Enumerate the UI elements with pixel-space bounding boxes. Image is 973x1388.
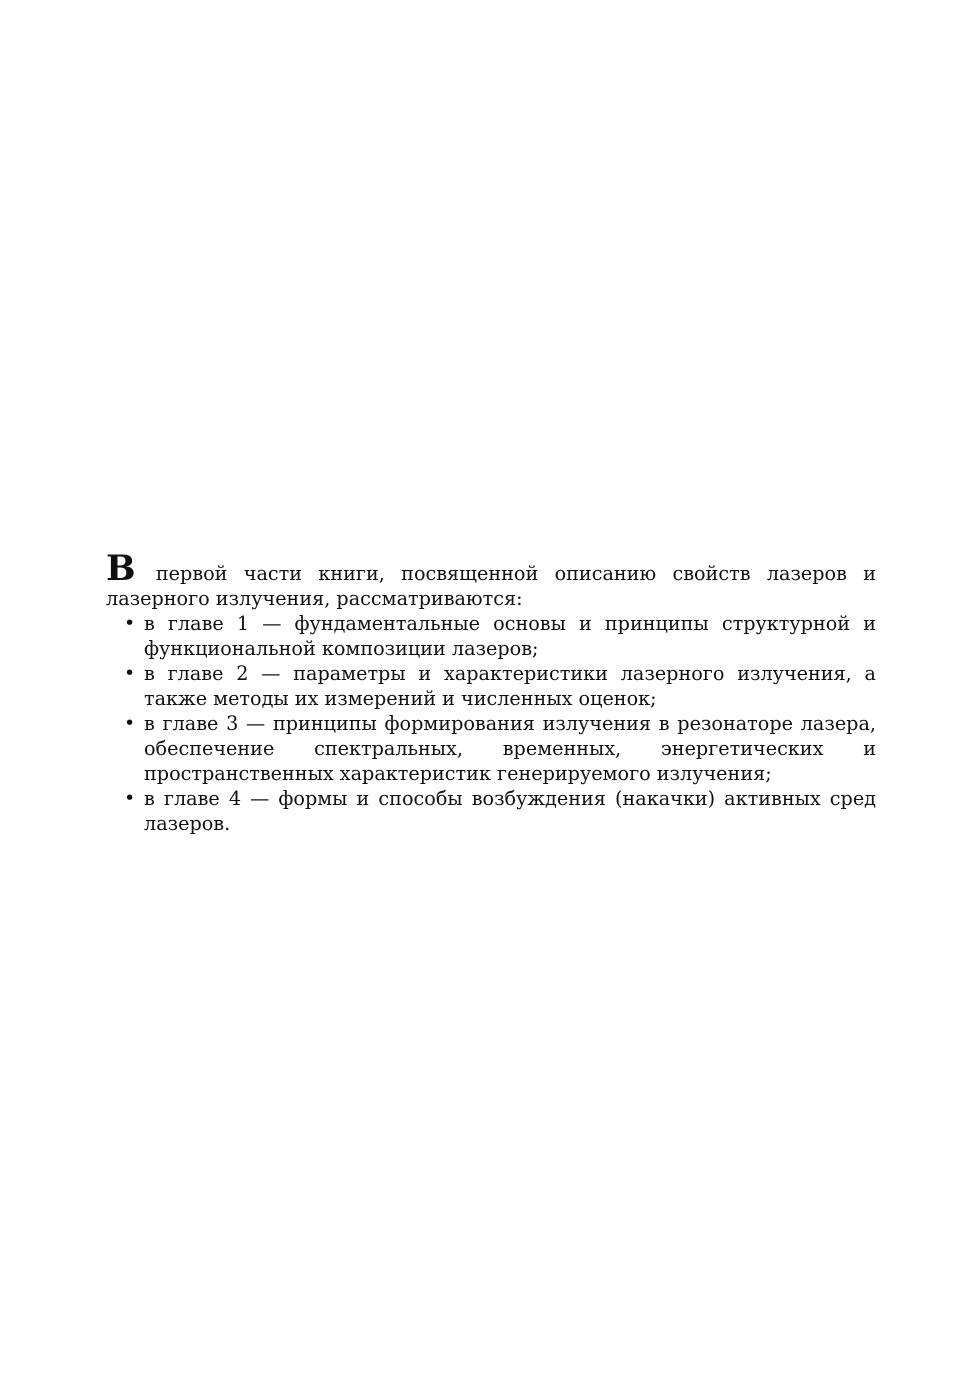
chapter-item-3 <box>106 711 876 786</box>
chapter-3-text: в главе 3 — принципы формирования излучения в резонаторе лазера, обеспечение спектральных, временных, энергетических и пространственных характеристик генерируемого излучения; <box>144 712 876 785</box>
chapter-2-text: в главе 2 — параметры и характеристики лазерного излучения, а также методы их измерений и численных оценок; <box>144 662 876 710</box>
bullet-icon: • <box>124 787 136 809</box>
chapter-4-text: в главе 4 — формы и способы возбуждения (накачки) активных сред лазеров. <box>144 787 876 835</box>
bullet-icon: • <box>124 662 136 684</box>
intro-paragraph <box>106 548 876 611</box>
chapter-overview <box>106 548 876 836</box>
bullet-icon: • <box>124 712 136 734</box>
drop-cap: В <box>106 548 136 589</box>
chapter-1-text: в главе 1 — фундаментальные основы и принципы структурной и функциональной композиции лазеров; <box>144 612 876 660</box>
chapter-item-4 <box>106 786 876 836</box>
chapter-item-1 <box>106 611 876 661</box>
bullet-icon: • <box>124 612 136 634</box>
chapter-item-2 <box>106 661 876 711</box>
intro-text: первой части книги, посвященной описанию свойств лазеров и лазерного излучения, рассматриваются: <box>106 562 876 610</box>
chapter-list <box>106 611 876 836</box>
